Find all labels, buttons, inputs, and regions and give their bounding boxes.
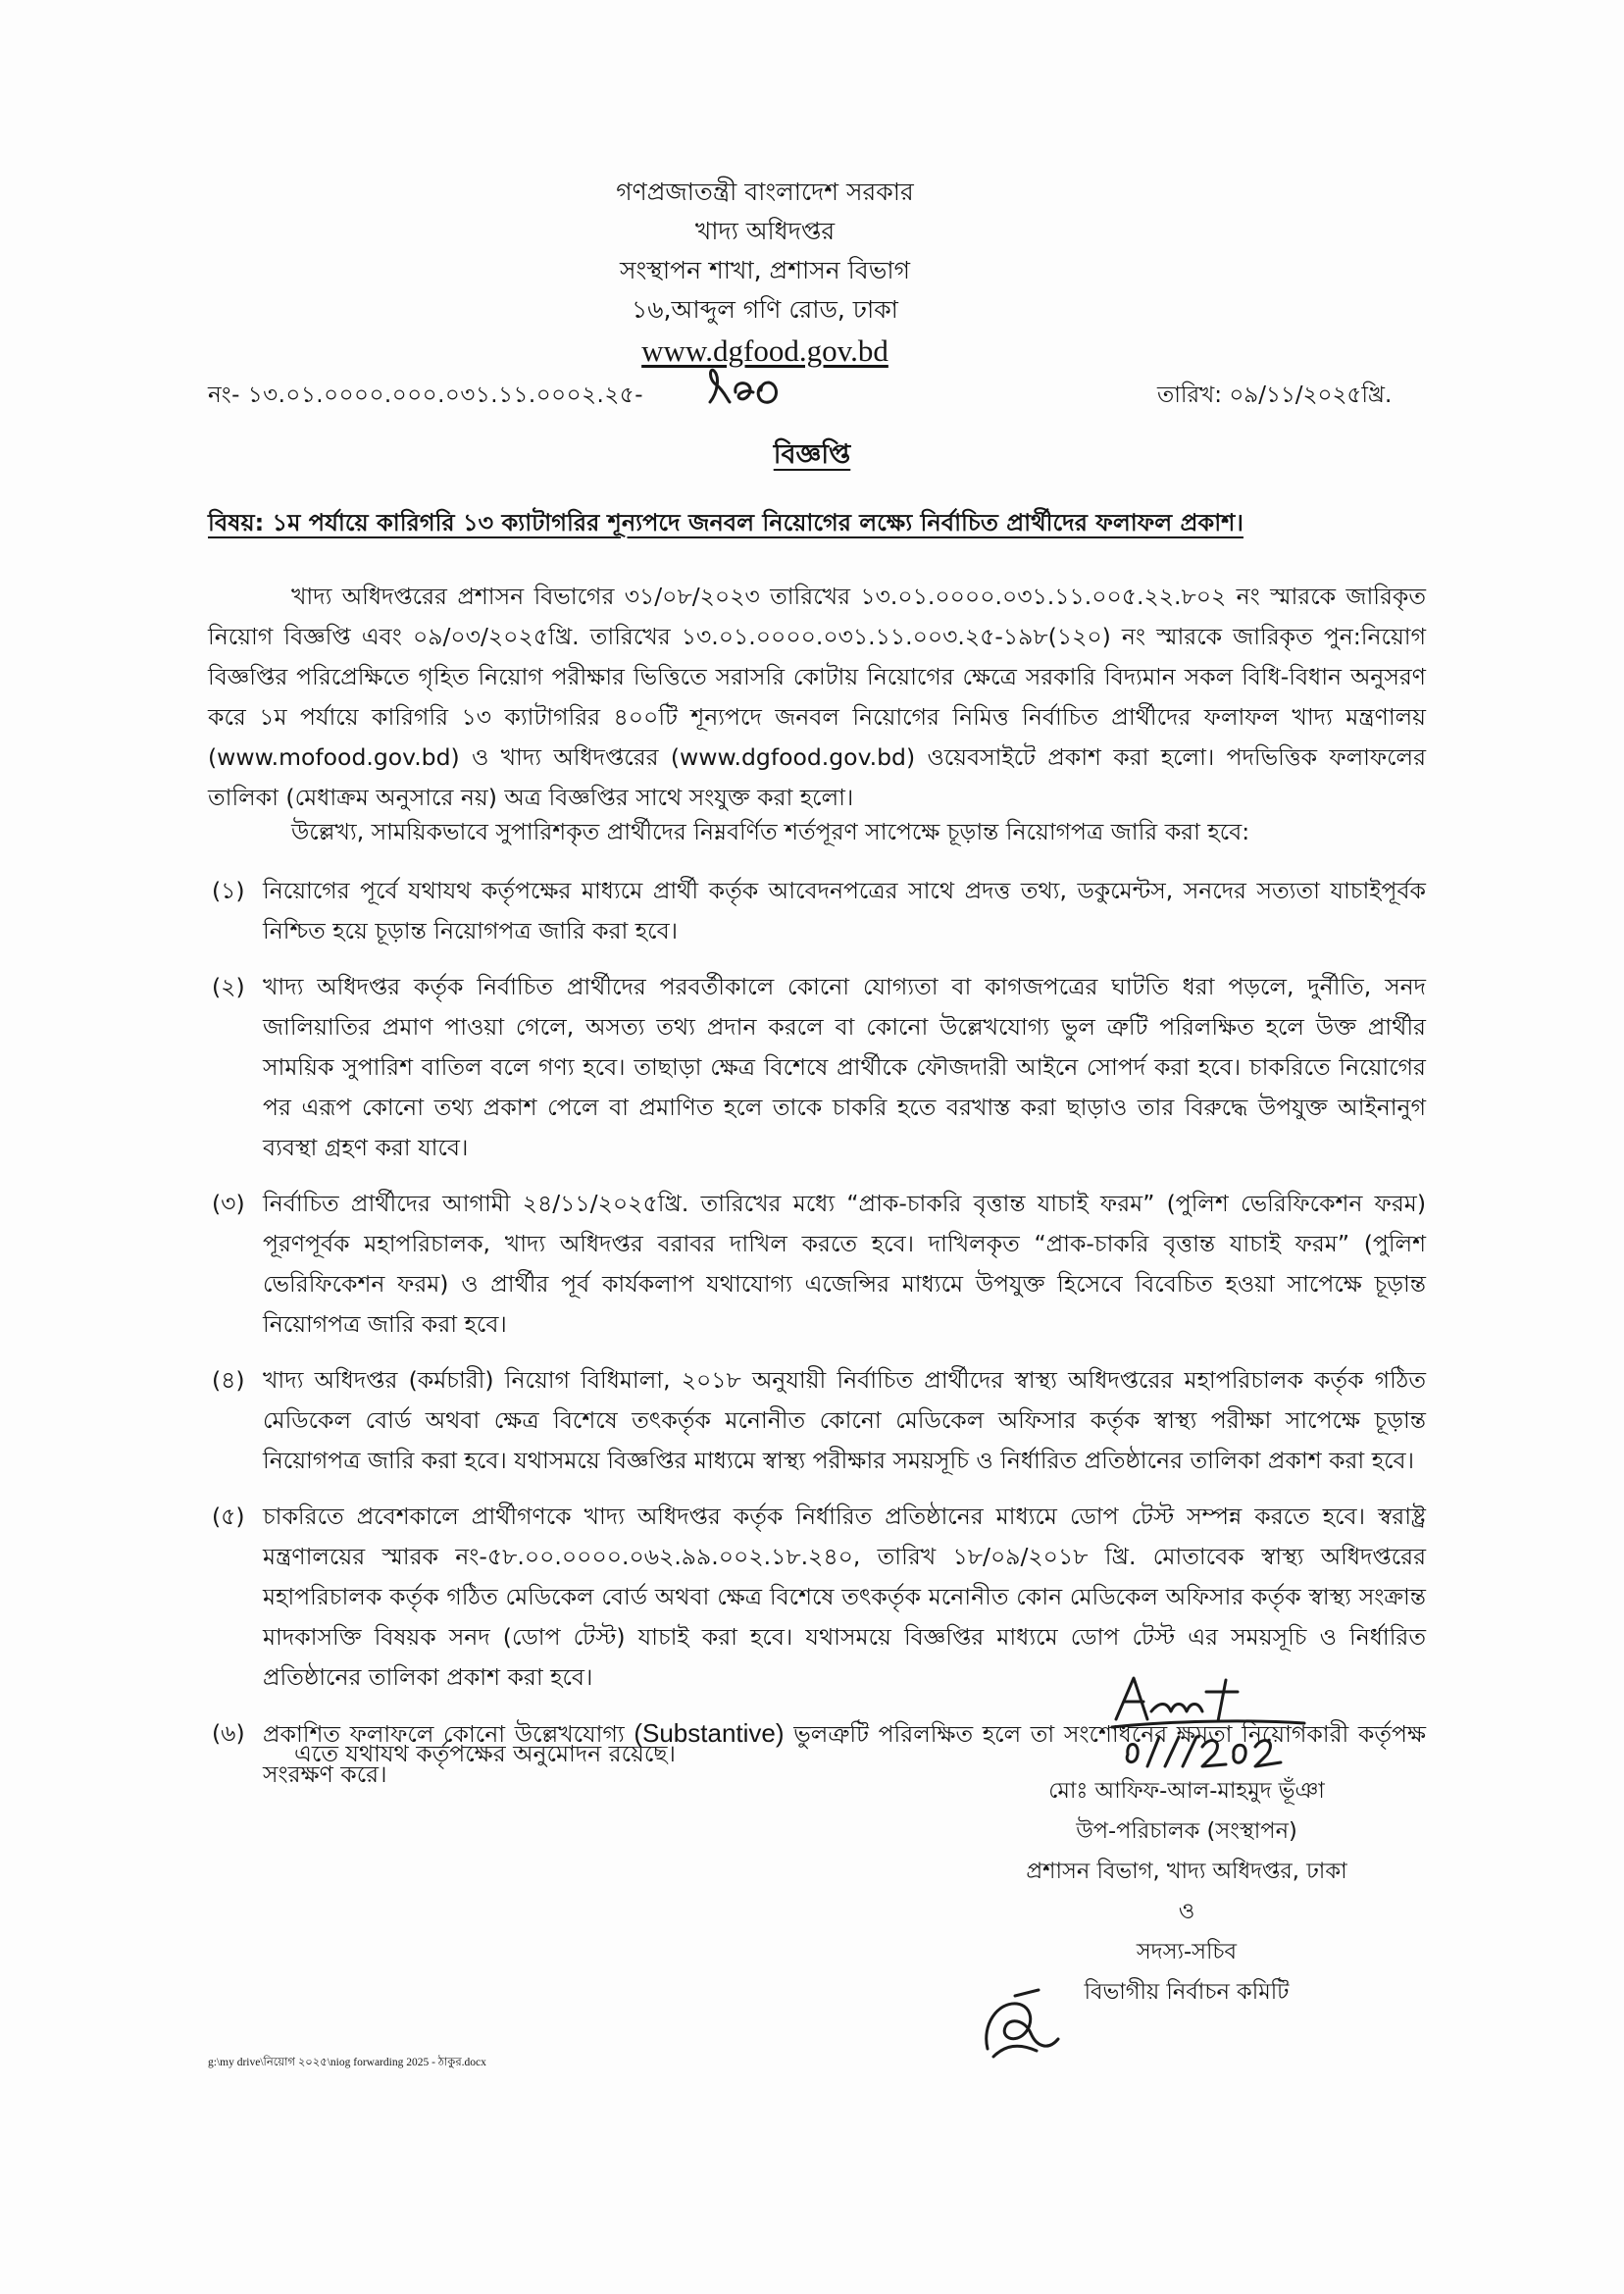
condition-number: (৫) bbox=[212, 1503, 245, 1530]
notice-title bbox=[0, 434, 1624, 479]
department-name: খাদ্য অধিদপ্তর bbox=[694, 217, 836, 245]
memo-date: তারিখ: ০৯/১১/২০২৫খ্রি. bbox=[1157, 382, 1393, 408]
condition-text: খাদ্য অধিদপ্তর (কর্মচারী) নিয়োগ বিধিমালা, ২০১৮ অনুযায়ী নির্বাচিত প্রার্থীদের স্বাস্থ্য অধিদপ্তরের মহাপরিচালক কর্তৃক গঠিত মেডিকেল বোর্ড অথবা ক্ষেত্র বিশেষে তৎকর্তৃক মনোনীত কোনো মেডিকেল অফিসার কর্তৃক স্বাস্থ্য পরীক্ষা সাপেক্ষে চূড়ান্ত নিয়োগপত্র জারি করা হবে। যথাসময়ে বিজ্ঞপ্তির মাধ্যমে স্বাস্থ্য পরীক্ষার সময়সূচি ও নির্ধারিত প্রতিষ্ঠানের তালিকা প্রকাশ করা হবে। bbox=[263, 1366, 1426, 1474]
signatory-name: মোঃ আফিফ-আল-মাহমুদ ভূঁঞা bbox=[1048, 1778, 1325, 1804]
conditions-intro: উল্লেখ্য, সাময়িকভাবে সুপারিশকৃত প্রার্থীদের নিম্নবর্ণিত শর্তপূরণ সাপেক্ষে চূড়ান্ত নিয়োগপত্র জারি করা হবে: bbox=[291, 818, 1250, 845]
condition-text: খাদ্য অধিদপ্তর কর্তৃক নির্বাচিত প্রার্থীদের পরবর্তীকালে কোনো যোগ্যতা বা কাগজপত্রের ঘাটতি ধরা পড়লে, দুর্নীতি, সনদ জালিয়াতির প্রমাণ পাওয়া গেলে, অসত্য তথ্য প্রদান করলে বা কোনো উল্লেখযোগ্য ভুল ত্রুটি পরিলক্ষিত হলে উক্ত প্রার্থীর সাময়িক সুপারিশ বাতিল বলে গণ্য হবে। তাছাড়া ক্ষেত্র বিশেষে প্রার্থীকে ফৌজদারী আইনে সোপর্দ করা হবে। চাকরিতে নিয়োগের পর এরূপ কোনো তথ্য প্রকাশ পেলে বা প্রমাণিত হলে তাকে চাকরি হতে বরখাস্ত করা ছাড়াও তার বিরুদ্ধে উপযুক্ত আইনানুগ ব্যবস্থা গ্রহণ করা যাবে। bbox=[263, 973, 1426, 1161]
condition-item bbox=[208, 967, 1426, 1168]
signatory-conjunction: ও bbox=[1178, 1899, 1195, 1924]
notice-subject: বিষয়: ১ম পর্যায়ে কারিগরি ১৩ ক্যাটাগরির শূন্যপদে জনবল নিয়োগের লক্ষ্যে নির্বাচিত প্রার্থীদের ফলাফল প্রকাশ। bbox=[208, 509, 1243, 536]
condition-number: (১) bbox=[212, 877, 245, 904]
condition-text: চাকরিতে প্রবেশকালে প্রার্থীগণকে খাদ্য অধিদপ্তর কর্তৃক নির্ধারিত প্রতিষ্ঠানের মাধ্যমে ডোপ টেস্ট সম্পন্ন করতে হবে। স্বরাষ্ট্র মন্ত্রণালয়ের স্মারক নং-৫৮.০০.০০০০.০৬২.৯৯.০০২.১৮.২৪০, তারিখ ১৮/০৯/২০১৮ খ্রি. মোতাবেক স্বাস্থ্য অধিদপ্তরের মহাপরিচালক কর্তৃক গঠিত মেডিকেল বোর্ড অথবা ক্ষেত্র বিশেষে তৎকর্তৃক মনোনীত কোন মেডিকেল অফিসার কর্তৃক স্বাস্থ্য সংক্রান্ত মাদকাসক্তি বিষয়ক সনদ (ডোপ টেস্ট) যাচাই করা হবে। যথাসময়ে বিজ্ঞপ্তির মাধ্যমে ডোপ টেস্ট এর সময়সূচি ও নির্ধারিত প্রতিষ্ঠানের তালিকা প্রকাশ করা হবে। bbox=[263, 1503, 1426, 1691]
condition-text-latin: (Substantive) bbox=[634, 1718, 785, 1748]
condition-number: (২) bbox=[212, 973, 245, 1000]
condition-text-part: প্রকাশিত ফলাফলে কোনো উল্লেখযোগ্য bbox=[263, 1720, 634, 1748]
condition-number: (৬) bbox=[212, 1719, 245, 1747]
signatory-office: প্রশাসন বিভাগ, খাদ্য অধিদপ্তর, ঢাকা bbox=[1026, 1859, 1347, 1884]
condition-item bbox=[208, 1497, 1426, 1698]
condition-text: নিয়োগের পূর্বে যথাযথ কর্তৃপক্ষের মাধ্যমে প্রার্থী কর্তৃক আবেদনপত্রের সাথে প্রদত্ত তথ্য, ডকুমেন্টস, সনদের সত্যতা যাচাইপূর্বক নিশ্চিত হয়ে চূড়ান্ত নিয়োগপত্র জারি করা হবে। bbox=[263, 877, 1426, 944]
notice-title-text: বিজ্ঞপ্তি bbox=[773, 439, 851, 470]
govt-name: গণপ্রজাতন্ত্রী বাংলাদেশ সরকার bbox=[616, 178, 914, 206]
condition-text: নির্বাচিত প্রার্থীদের আগামী ২৪/১১/২০২৫খ্রি. তারিখের মধ্যে “প্রাক-চাকরি বৃত্তান্ত যাচাই ফরম” (পুলিশ ভেরিফিকেশন ফরম) পূরণপূর্বক মহাপরিচালক, খাদ্য অধিদপ্তর বরাবর দাখিল করতে হবে। দাখিলকৃত “প্রাক-চাকরি বৃত্তান্ত যাচাই ফরম” (পুলিশ ভেরিফিকেশন ফরম) ও প্রার্থীর পূর্ব কার্যকলাপ যথাযোগ্য এজেন্সির মাধ্যমে উপযুক্ত হিসেবে বিবেচিত হওয়া সাপেক্ষে চূড়ান্ত নিয়োগপত্র জারি করা হবে। bbox=[263, 1190, 1426, 1338]
signatory-designation: উপ-পরিচালক (সংস্থাপন) bbox=[1076, 1818, 1297, 1844]
approval-note: এতে যথাযথ কর্তৃপক্ষের অনুমোদন রয়েছে। bbox=[294, 1740, 676, 1767]
condition-number: (৪) bbox=[212, 1366, 245, 1394]
handwritten-initials bbox=[976, 1986, 1064, 2065]
branch-name: সংস্থাপন শাখা, প্রশাসন বিভাগ bbox=[620, 256, 910, 284]
condition-item bbox=[208, 871, 1426, 951]
signatory-role: সদস্য-সচিব bbox=[1136, 1939, 1238, 1964]
letterhead bbox=[490, 173, 1040, 373]
signatory-committee: বিভাগীয় নির্বাচন কমিটি bbox=[1084, 1979, 1290, 2005]
memo-number: নং- ১৩.০১.০০০০.০০০.০৩১.১১.০০০২.২৫- bbox=[208, 382, 644, 408]
condition-item bbox=[208, 1360, 1426, 1481]
intro-paragraph: খাদ্য অধিদপ্তরের প্রশাসন বিভাগের ৩১/০৮/২০২৩ তারিখের ১৩.০১.০০০০.০৩১.১১.০০৫.২২.৮০২ নং স্মারকে জারিকৃত নিয়োগ বিজ্ঞপ্তি এবং ০৯/০৩/২০২৫খ্রি. তারিখের ১৩.০১.০০০০.০৩১.১১.০০৩.২৫-১৯৮(১২০) নং স্মারকে জারিকৃত পুন:নিয়োগ বিজ্ঞপ্তির পরিপ্রেক্ষিতে গৃহিত নিয়োগ পরীক্ষার ভিত্তিতে সরাসরি কোটায় নিয়োগের ক্ষেত্রে সরকারি বিদ্যমান সকল বিধি-বিধান অনুসরণ করে ১ম পর্যায়ে কারিগরি ১৩ ক্যাটাগরির ৪০০টি শূন্যপদে জনবল নিয়োগের নিমিত্ত নির্বাচিত প্রার্থীদের ফলাফল খাদ্য মন্ত্রণালয় (www.mofood.gov.bd) ও খাদ্য অধিদপ্তরের (www.dgfood.gov.bd) ওয়েবসাইটে প্রকাশ করা হলো। পদভিত্তিক ফলাফলের তালিকা (মেধাক্রম অনুসারে নয়) অত্র বিজ্ঞপ্তির সাথে সংযুক্ত করা হলো। bbox=[208, 583, 1426, 811]
website-link[interactable]: www.dgfood.gov.bd bbox=[641, 333, 888, 368]
office-address: ১৬,আব্দুল গণি রোড, ঢাকা bbox=[632, 295, 898, 324]
condition-item bbox=[208, 1184, 1426, 1345]
condition-text-part: ভুলত্রুটি পরিলক্ষিত হলে তা সংশোধনের ক্ষমতা নিয়োগকারী কর্তৃপক্ষ সংরক্ষণ করে। bbox=[263, 1720, 1426, 1788]
conditions-list bbox=[208, 871, 1426, 1810]
file-path-footer: g:\my drive\নিয়োগ ২০২৫\niog forwarding 2025 - ঠাকুর.docx bbox=[208, 2057, 486, 2068]
handwritten-memo-number bbox=[706, 363, 785, 410]
handwritten-signature bbox=[1108, 1672, 1314, 1780]
condition-number: (৩) bbox=[212, 1190, 245, 1217]
signatory-block bbox=[990, 1771, 1383, 2013]
